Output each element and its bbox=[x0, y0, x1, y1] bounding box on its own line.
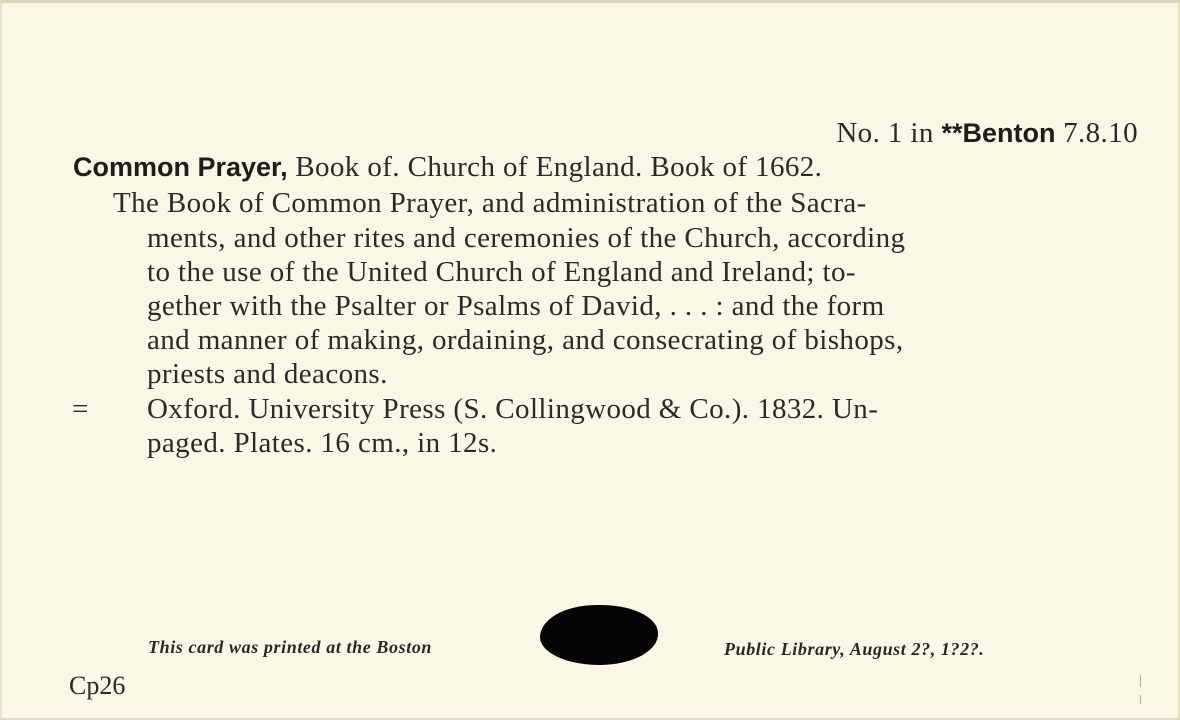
imprint-mark: = bbox=[72, 393, 89, 425]
title-line: to the use of the United Church of England and Ireland; to- bbox=[147, 256, 856, 288]
imprint-line: Oxford. University Press (S. Collingwood & Co.). 1832. Un- bbox=[147, 393, 879, 425]
heading-rest: Book of. Church of England. Book of 1662. bbox=[287, 151, 823, 183]
title-line: gether with the Psalter or Psalms of David, . . . : and the form bbox=[147, 290, 885, 322]
location-number: 7.8.10 bbox=[1055, 117, 1138, 149]
title-line: priests and deacons. bbox=[147, 358, 388, 390]
location-note bbox=[836, 116, 1138, 150]
imprint-line: paged. Plates. 16 cm., in 12s. bbox=[147, 427, 498, 459]
title-line: The Book of Common Prayer, and administration of the Sacra- bbox=[113, 187, 867, 219]
title-line: ments, and other rites and ceremonies of the Church, according bbox=[147, 222, 906, 254]
location-prefix: No. 1 in bbox=[836, 117, 942, 149]
margin-mark bbox=[1140, 695, 1141, 704]
call-number: Cp26 bbox=[69, 671, 126, 700]
footer-left: This card was printed at the Boston bbox=[148, 637, 433, 657]
ink-blot bbox=[539, 604, 658, 666]
heading-entry: Common Prayer, bbox=[73, 152, 288, 182]
title-line: and manner of making, ordaining, and consecrating of bishops, bbox=[147, 324, 904, 356]
footer-right: Public Library, August 2?, 1?2?. bbox=[724, 639, 985, 659]
main-heading bbox=[73, 150, 822, 184]
location-collection: **Benton bbox=[941, 118, 1056, 148]
margin-mark bbox=[1140, 675, 1141, 687]
